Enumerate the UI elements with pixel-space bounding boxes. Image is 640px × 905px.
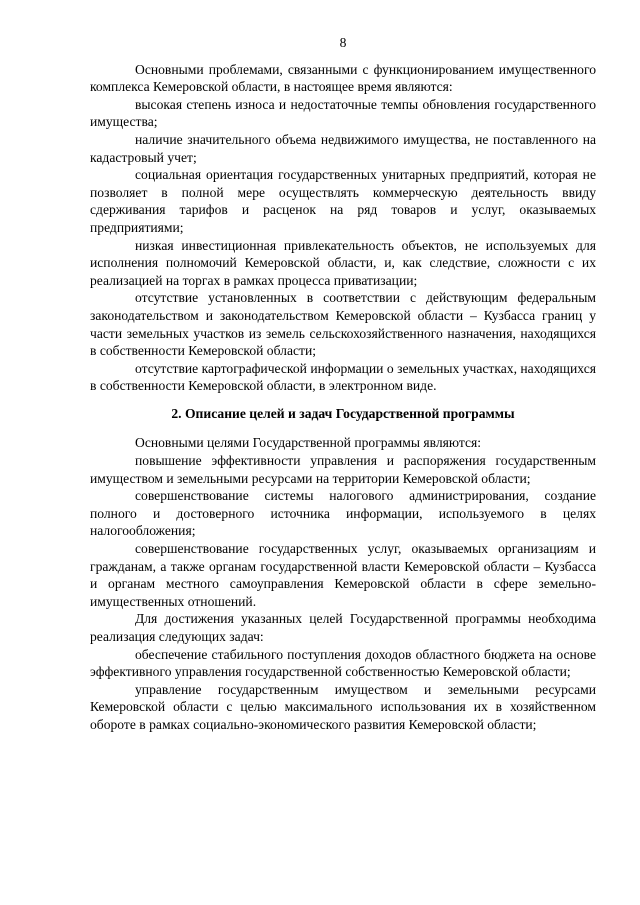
goal-item-tax-administration: совершенствование системы налогового администрирования, создание полного и достоверного источника информации, используемого в целях налогообложения;	[90, 488, 596, 539]
section-heading: 2. Описание целей и задач Государственной программы	[171, 405, 515, 421]
problem-item-wear: высокая степень износа и недостаточные темпы обновления государственного имущества;	[90, 96, 596, 130]
problem-item-cartographic: отсутствие картографической информации о земельных участках, находящихся в собственности Кемеровской области, в электронном виде.	[90, 360, 596, 394]
task-item-property-management: управление государственным имуществом и земельными ресурсами Кемеровской области с целью максимального использования их в хозяйственном обороте в рамках социально-экономического развития Кемеровской области;	[90, 681, 596, 732]
goal-item-efficiency: повышение эффективности управления и распоряжения государственным имуществом и земельными ресурсами на территории Кемеровской области;	[90, 453, 596, 486]
goals-intro-paragraph: Основными целями Государственной программы являются:	[135, 435, 482, 451]
task-item-budget-revenue: обеспечение стабильного поступления доходов областного бюджета на основе эффективного управления государственной собственностью Кемеровской области;	[90, 646, 596, 680]
problems-section	[90, 61, 596, 395]
problems-intro-paragraph: Основными проблемами, связанными с функционированием имущественного комплекса Кемеровской области, в настоящее время являются:	[90, 61, 596, 95]
problem-item-land-boundaries: отсутствие установленных в соответствии с действующим федеральным законодательством и законодательством Кемеровской области – Кузбасса границ у части земельных участков из земель сельскохозяйственного назначения, находящихся в собственности Кемеровской области;	[90, 290, 596, 359]
problem-item-social-orientation: социальная ориентация государственных унитарных предприятий, которая не позволяет в полной мере осуществлять коммерческую деятельность ввиду сдерживания тарифов и расценок на ряд товаров и услуг, оказываемых предприятиями;	[90, 167, 596, 235]
document-page	[90, 34, 596, 734]
tasks-intro-paragraph: Для достижения указанных целей Государственной программы необходима реализация следующих задач:	[90, 611, 596, 644]
page-number: 8	[339, 35, 347, 50]
goals-section	[90, 434, 596, 733]
problem-item-low-investment: низкая инвестиционная привлекательность объектов, не используемых для исполнения полномочий Кемеровской области, и, как следствие, сложности с их реализацией на торгах в рамках процесса приватизации;	[90, 237, 596, 288]
problem-item-cadastral: наличие значительного объема недвижимого имущества, не поставленного на кадастровый учет;	[90, 131, 596, 165]
goal-item-public-services: совершенствование государственных услуг, оказываемых организациям и гражданам, а также органам государственной власти Кемеровской области – Кузбасса и органам местного самоуправления Кемеровской области в сфере земельно-имущественных отношений.	[90, 541, 596, 609]
